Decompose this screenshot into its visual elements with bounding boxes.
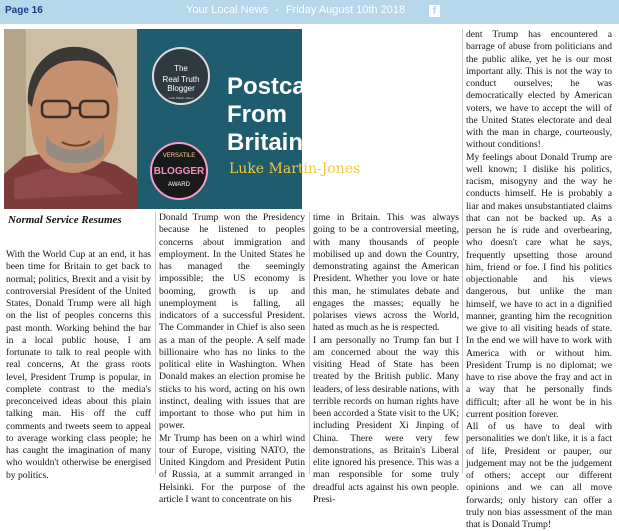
masthead-separator: -: [275, 4, 279, 16]
article-column-4: [466, 29, 612, 531]
paragraph: Mr Trump has been on a whirl wind tour of Europe, visiting NATO, the United Kingdom and President Putin of Russia, at a summit arranged in Helsinki. For the purpose of the article I want to concentrate on his: [159, 432, 305, 505]
column-title-line1: Postcards: [227, 73, 344, 100]
author-photo: [4, 29, 137, 209]
paragraph: Donald Trump won the Presidency because he listened to peoples concerns about immigration and employment. In the United States he has managed the seemingly impossible; the US economy is booming, growth is up and unemployment is falling, all indicators of a successful President. The Commander in Chief is also seen as a man of the people. A self made billionaire who has no links to the political elite in Washington. When Donald makes an election promise he sticks to his word, acting on his own instinct, dealing with issues that are important to those who put him in power.: [159, 212, 305, 432]
paragraph: All of us have to deal with personalities we don't like, it is a fact of life, President or pauper, our judgement may not be the judgement of others; accept our different opinions and we can all move forwards; only history can offer a truly non bias assessment of the man that is Donald Trump!: [466, 421, 612, 530]
column-divider: [155, 212, 156, 474]
real-truth-blogger-badge: [152, 47, 210, 105]
column-title-line2: From: [227, 101, 287, 128]
paragraph: My feelings about Donald Trump are well known; I dislike his politics, racism, misogyny and the way he conducts himself. He is probably a liar and makes unsubstantiated claims that can not be backed up. As a person he is rude and overbearing, who doesn't care what he says, frequently upsetting those around him, friend or foe. I find his politics objectionable and his views dangerous, but unlike the man himself, we have to act in a dignified manner, granting him the recognition we give to all visiting heads of state. In the end we will have to work with America with or without him. President Trump is no diplomat; we have to rise above the fray and act in a way that he personally finds difficult; after all he wont be in his current position forever.: [466, 151, 612, 420]
publication-name: Your Local News: [186, 4, 269, 16]
paragraph: time in Britain. This was always going to be a controversial meeting, with many thousands of people mobilised up and down the Country, demonstrating against the American President. Whether you love or hate this man, he stimulates debate and engages the masses; equally he polarises views across the World, hated as much as he is respected.: [313, 212, 459, 334]
article-column-2: [159, 212, 305, 506]
award-line3: AWARD: [168, 182, 190, 188]
column-divider: [309, 212, 310, 474]
paragraph: With the World Cup at an end, it has been time for Britain to get back to normal; politics, Brexit and a visit by controversial President of the United States, Donald Trump were all high on the list of peoples concerns this past month. Working behind the bar in a local public house, I am fortunate to talk to real people with real concerns, At the grass roots level, President Trump is popular, in complete contrast to the media's preconceived ideas about this plain talking man. His off the cuff comments and tweets seem to appeal to average working class people; he has caught the imagination of many who wouldn't otherwise be energised by politics.: [6, 249, 151, 481]
badge-blogger-line2: Real Truth: [162, 75, 200, 84]
page-header: [0, 0, 619, 24]
column-banner: [4, 29, 361, 209]
paragraph: I am personally no Trump fan but I am concerned about the way this visiting Head of State has been treated by the British public. Many leaders, of less desirable nations, with terrible records on human rights have been accorded a State visit to the UK; including President Xi Jinping of China. There were very few demonstrations, as Britain's Liberal elite ignored his presence. This was a man responsible for some truly dreadful acts against his own people. Presi-: [313, 334, 459, 505]
versatile-blogger-award-badge: [150, 142, 208, 200]
paragraph: dent Trump has encountered a barrage of abuse from politicians and the public alike, yet he is our most important ally. This is not the way to conduct ourselves; he was democratically elected by American voters, we have to accept the will of the United States electorate and deal with the man in charge, courteously, without conditions!: [466, 29, 612, 151]
article-column-3: [313, 212, 459, 506]
award-line2: BLOGGER: [153, 166, 205, 177]
facebook-icon[interactable]: f: [429, 5, 440, 17]
column-author: Luke Martin-Jones: [229, 161, 361, 177]
badge-blogger-line1: The: [174, 64, 188, 73]
article-headline: Normal Service Resumes: [8, 214, 122, 226]
column-title-line3: Britain: [227, 129, 304, 156]
award-line1: VERSATILE: [162, 153, 196, 159]
column-divider: [462, 29, 463, 474]
badge-blogger-line3: Blogger: [167, 84, 195, 93]
column-title: [227, 73, 343, 157]
page-number: Page 16: [5, 5, 43, 16]
masthead: [186, 4, 405, 16]
badge-blogger-line4: Luke Martin-Jones: [168, 96, 194, 100]
issue-date: Friday August 10th 2018: [285, 4, 406, 16]
article-column-1: [6, 249, 151, 482]
